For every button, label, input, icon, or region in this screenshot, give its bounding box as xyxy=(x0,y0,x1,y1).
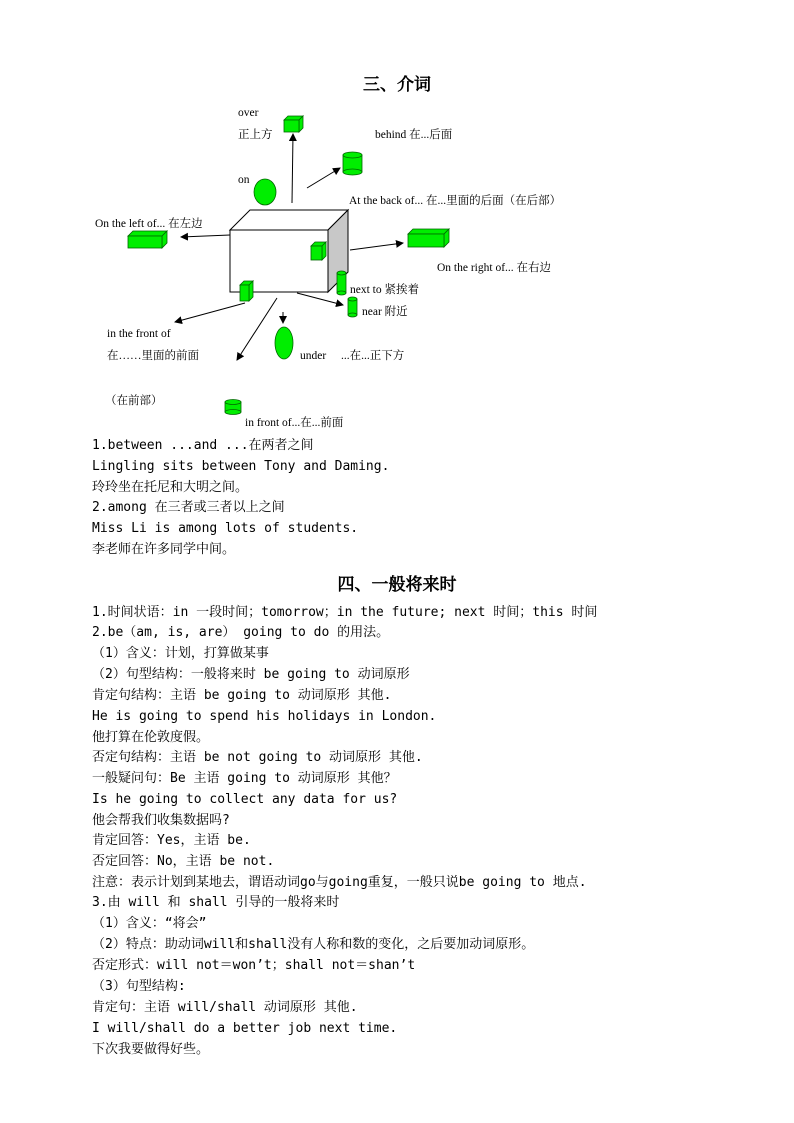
text-line: （3）句型结构: xyxy=(92,979,186,994)
ellipse-under-shape xyxy=(275,327,293,359)
cylinder-in-front-shape xyxy=(225,400,241,415)
label-over: over xyxy=(238,107,259,119)
cube-over-shape xyxy=(284,116,303,132)
text-line: 否定回答：No，主语 be not. xyxy=(92,854,275,869)
text-line: 他会帮我们收集数据吗? xyxy=(92,813,230,828)
prepositions-diagram xyxy=(85,100,605,435)
section-title-future-tense: 四、一般将来时 xyxy=(337,575,457,595)
section-title-prepositions: 三、介词 xyxy=(363,75,431,95)
label-over-cn: 正上方 xyxy=(238,129,273,141)
text-line: Is he going to collect any data for us? xyxy=(92,792,398,807)
text-line: 注意：表示计划到某地去，谓语动词go与going重复，一般只说be going to 地点. xyxy=(92,875,587,890)
text-line: 玲玲坐在托尼和大明之间。 xyxy=(92,480,249,495)
text-line: 下次我要做得好些。 xyxy=(92,1042,210,1057)
label-in-the-front-of-cn: 在……里面的前面 xyxy=(107,350,199,362)
block-front-inside-shape xyxy=(240,281,253,301)
text-line: 1.时间状语：in 一段时间；tomorrow；in the future; next 时间；this 时间 xyxy=(92,605,598,620)
cube-back-shape xyxy=(311,242,326,260)
ellipse-on-shape xyxy=(254,179,276,205)
central-box xyxy=(230,210,348,292)
text-line: 他打算在伦敦度假。 xyxy=(92,730,210,745)
text-line: 否定形式：will not＝won’t；shall not＝shan’t xyxy=(92,958,416,973)
bar-left-shape xyxy=(128,231,167,248)
text-line: 肯定句结构：主语 be going to 动词原形 其他. xyxy=(92,688,392,703)
text-line: Lingling sits between Tony and Daming. xyxy=(92,459,390,474)
text-line: （2）特点：助动词will和shall没有人称和数的变化，之后要加动词原形。 xyxy=(92,937,535,952)
label-under: under xyxy=(300,350,327,362)
text-line: 否定句结构：主语 be not going to 动词原形 其他. xyxy=(92,750,423,765)
text-line: Miss Li is among lots of students. xyxy=(92,521,359,536)
cylinder-next-to-shape xyxy=(337,271,346,295)
label-under-cn: ...在...正下方 xyxy=(341,350,405,362)
label-near: near 附近 xyxy=(362,306,408,318)
text-line: 1.between ...and ...在两者之间 xyxy=(92,438,314,453)
label-in-the-front-of: in the front of xyxy=(107,328,171,340)
text-line: （1）含义：计划，打算做某事 xyxy=(92,646,269,661)
cylinder-behind-shape xyxy=(343,152,362,175)
label-in-front-note: （在前部） xyxy=(105,395,163,407)
text-line: 2.be（am, is, are） going to do 的用法。 xyxy=(92,625,390,640)
label-at-the-back: At the back of... 在...里面的后面（在后部） xyxy=(349,195,562,207)
text-line: 3.由 will 和 shall 引导的一般将来时 xyxy=(92,895,340,910)
text-line: He is going to spend his holidays in London. xyxy=(92,709,437,724)
text-line: 李老师在许多同学中间。 xyxy=(92,542,236,557)
cylinder-near-shape xyxy=(348,297,357,317)
label-on: on xyxy=(238,174,250,186)
label-in-front-of: in front of...在...前面 xyxy=(245,417,344,429)
text-line: 一般疑问句：Be 主语 going to 动词原形 其他？ xyxy=(92,771,397,786)
text-line: （1）含义：“将会” xyxy=(92,916,207,931)
label-right-of: On the right of... 在右边 xyxy=(437,262,552,274)
label-left-of: On the left of... 在左边 xyxy=(95,218,203,230)
label-behind: behind 在...后面 xyxy=(375,129,453,141)
bar-right-shape xyxy=(408,229,449,247)
text-line: 2.among 在三者或三者以上之间 xyxy=(92,500,285,515)
text-line: （2）句型结构：一般将来时 be going to 动词原形 xyxy=(92,667,410,682)
text-line: 肯定句：主语 will/shall 动词原形 其他. xyxy=(92,1000,358,1015)
text-line: 肯定回答：Yes，主语 be. xyxy=(92,833,251,848)
label-next-to: next to 紧挨着 xyxy=(350,284,419,296)
text-line: I will/shall do a better job next time. xyxy=(92,1021,398,1036)
